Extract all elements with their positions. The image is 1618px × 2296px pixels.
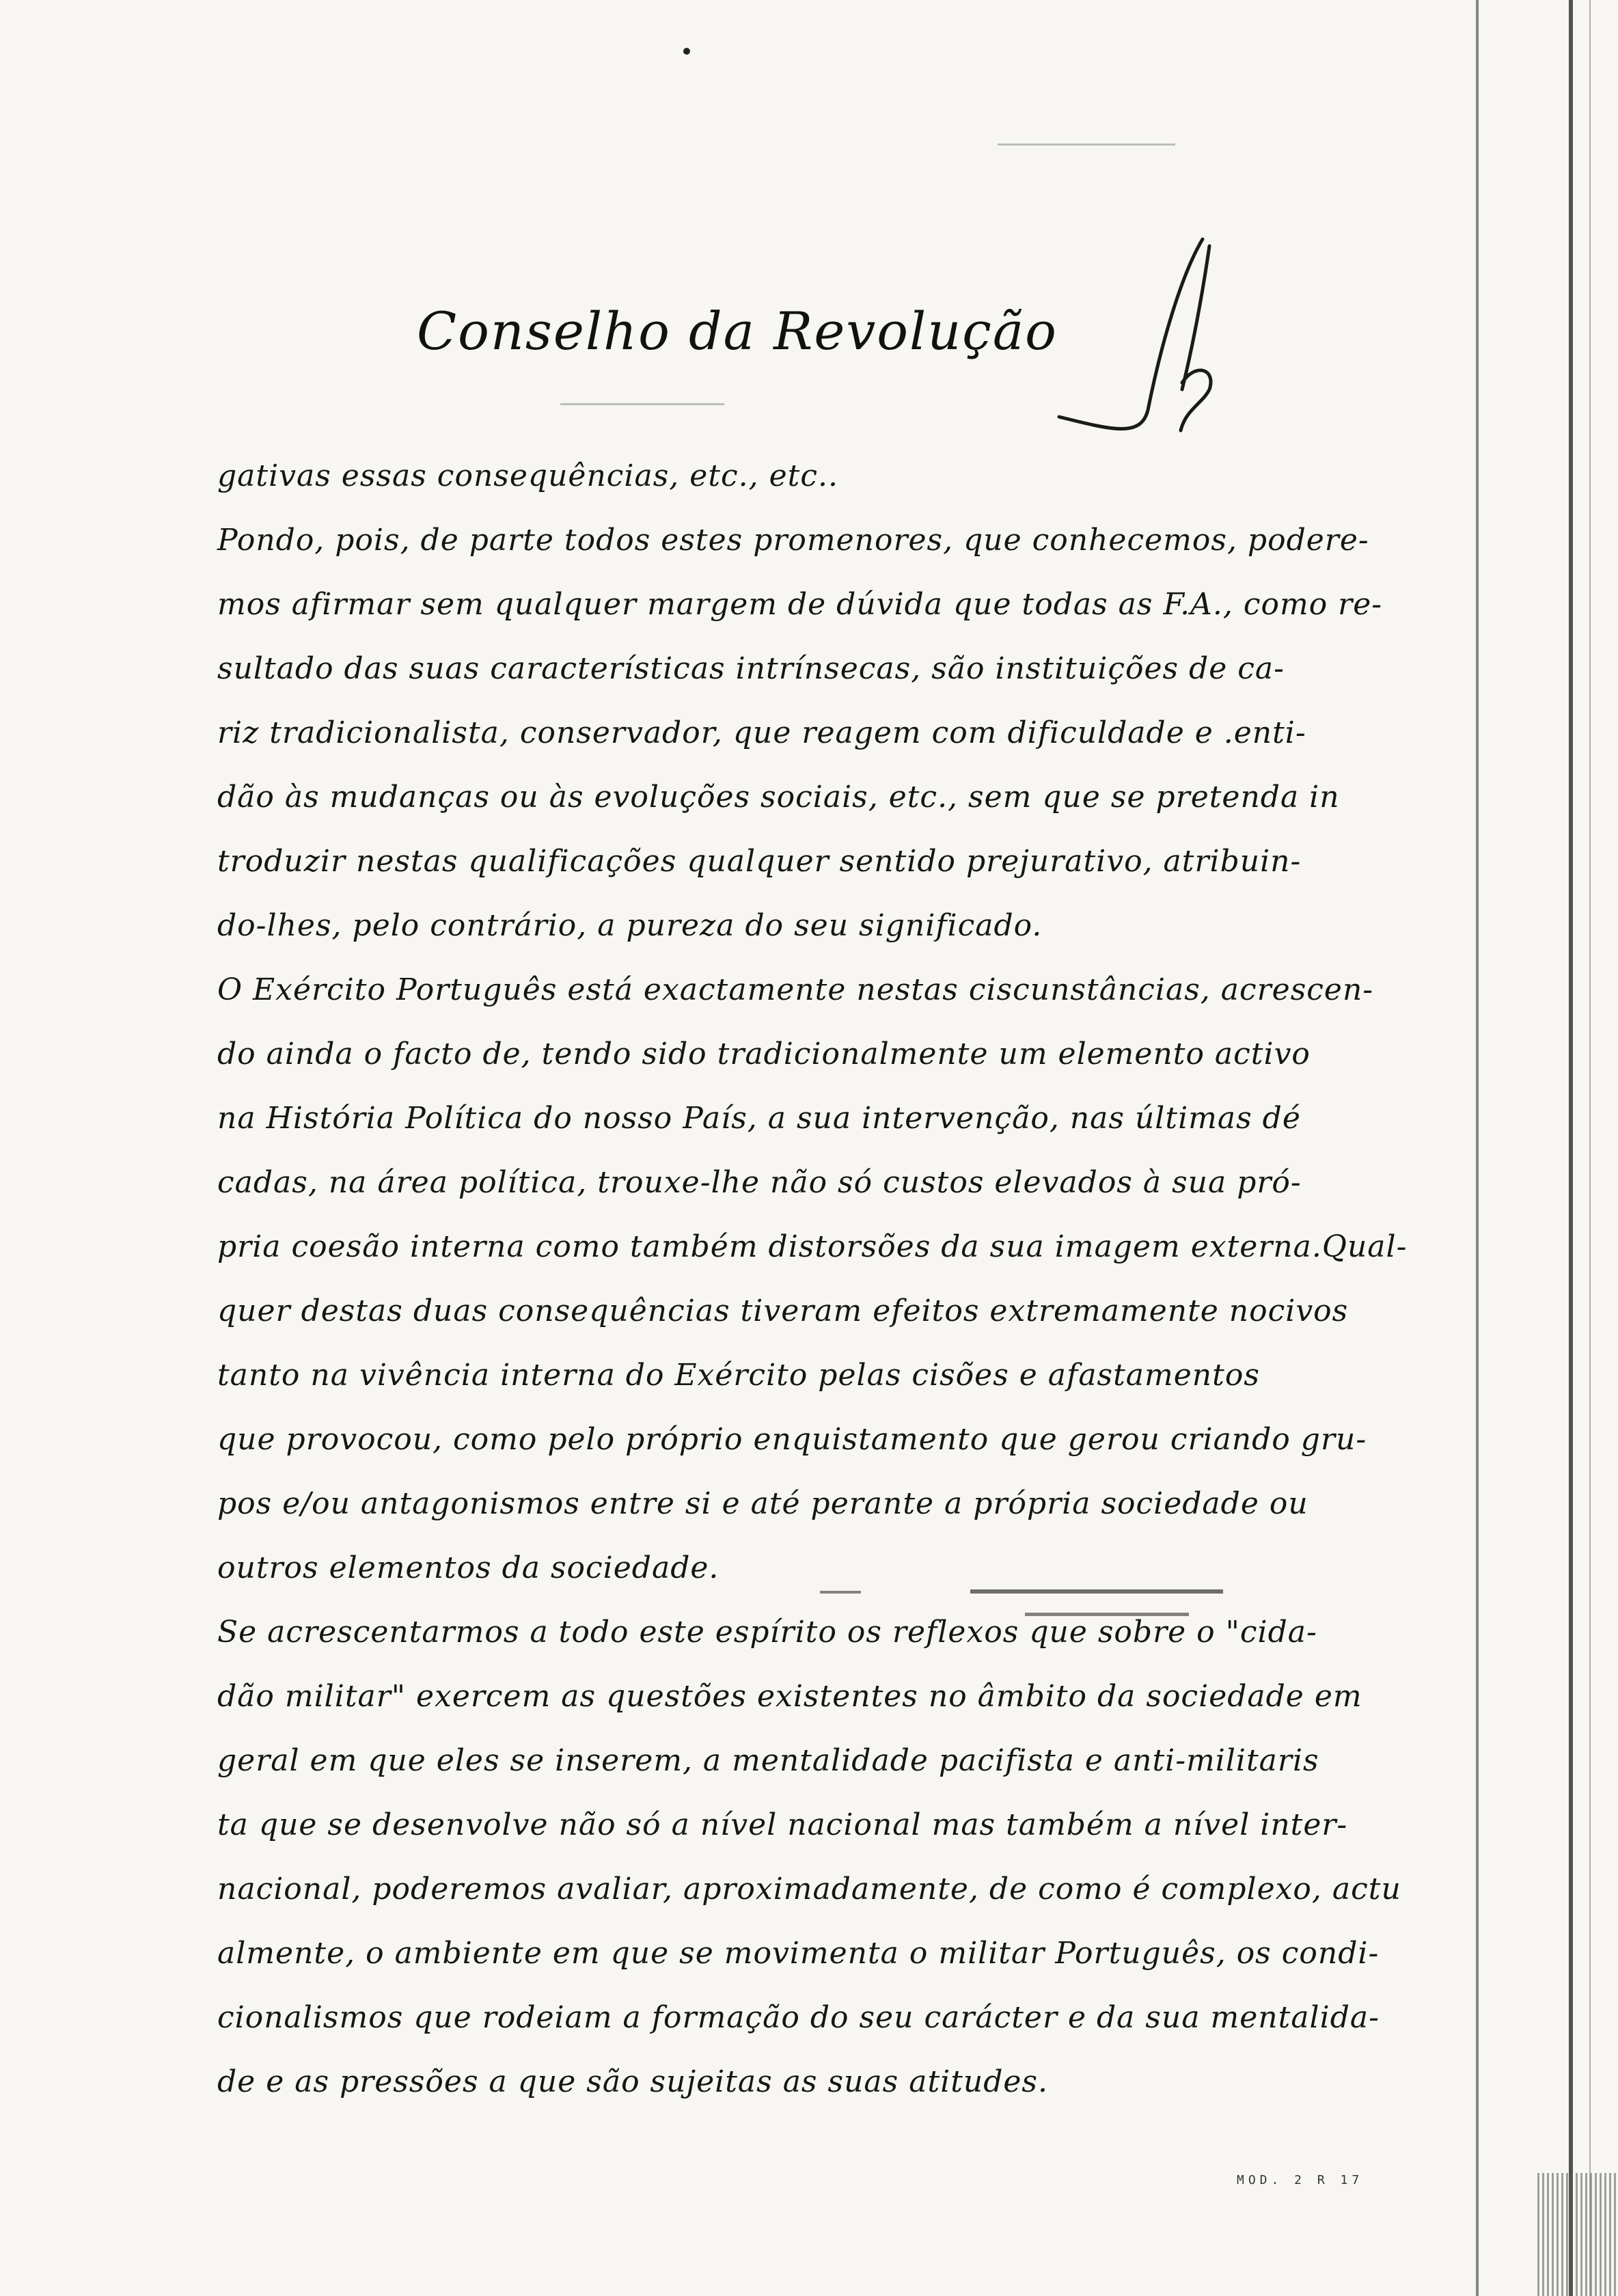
scan-speck <box>683 48 690 55</box>
text-line: do-lhes, pelo contrário, a pureza do seu significado. <box>217 908 1043 943</box>
text-line: na História Política do nosso País, a sua intervenção, nas últimas dé <box>217 1101 1301 1136</box>
text-line: pria coesão interna como também distorsões da sua imagem externa.Qual- <box>217 1229 1408 1264</box>
text-line: almente, o ambiente em que se movimenta o militar Português, os condi- <box>217 1936 1380 1971</box>
text-line: ta que se desenvolve não só a nível nacional mas também a nível inter- <box>217 1807 1348 1842</box>
text-line: sultado das suas características intrínsecas, são instituições de ca- <box>217 651 1285 686</box>
text-line: troduzir nestas qualificações qualquer sentido prejurativo, atribuin- <box>217 844 1302 879</box>
document-body <box>217 444 1408 2114</box>
text-line: O Exército Português está exactamente nestas ciscunstâncias, acrescen- <box>217 972 1374 1007</box>
text-line: dão militar" exercem as questões existentes no âmbito da sociedade em <box>217 1679 1362 1714</box>
binding-edge-line <box>1589 0 1591 2296</box>
text-line: quer destas duas consequências tiveram efeitos extremamente nocivos <box>217 1294 1349 1328</box>
scan-speck <box>560 403 724 405</box>
text-line: cionalismos que rodeiam a formação do seu carácter e da sua mentalida- <box>217 2000 1380 2035</box>
text-line: que provocou, como pelo próprio enquistamento que gerou criando gru- <box>217 1422 1367 1457</box>
text-line: Se acrescentarmos a todo este espírito os reflexos que sobre o "cida- <box>217 1615 1317 1650</box>
scan-smudge <box>1537 2173 1618 2296</box>
text-line: Pondo, pois, de parte todos estes promenores, que conhecemos, podere- <box>217 523 1369 558</box>
letterhead-title: Conselho da Revolução <box>417 301 1058 361</box>
form-code: MOD. 2 R 17 <box>1237 2173 1364 2187</box>
text-line: outros elementos da sociedade. <box>217 1550 719 1585</box>
text-line: pos e/ou antagonismos entre si e até perante a própria sociedade ou <box>217 1486 1308 1521</box>
scan-speck <box>998 144 1175 146</box>
binding-edge-line <box>1569 0 1573 2296</box>
text-line: de e as pressões a que são sujeitas as suas atitudes. <box>217 2064 1048 2099</box>
text-line: dão às mudanças ou às evoluções sociais, etc., sem que se pretenda in <box>217 780 1340 815</box>
text-line: cadas, na área política, trouxe-lhe não só custos elevados à sua pró- <box>217 1165 1302 1200</box>
text-line: geral em que eles se inserem, a mentalidade pacifista e anti-militaris <box>217 1743 1319 1778</box>
text-line: gativas essas consequências, etc., etc.. <box>217 459 838 493</box>
binding-edge-line <box>1476 0 1479 2296</box>
text-line: tanto na vivência interna do Exército pelas cisões e afastamentos <box>217 1358 1260 1393</box>
text-line: riz tradicionalista, conservador, que reagem com dificuldade e .enti- <box>217 715 1306 750</box>
handwritten-signature <box>1045 232 1223 478</box>
text-line: do ainda o facto de, tendo sido tradicionalmente um elemento activo <box>217 1037 1311 1071</box>
text-line: nacional, poderemos avaliar, aproximadamente, de como é complexo, actu <box>217 1872 1401 1906</box>
text-line: mos afirmar sem qualquer margem de dúvida que todas as F.A., como re- <box>217 587 1383 622</box>
